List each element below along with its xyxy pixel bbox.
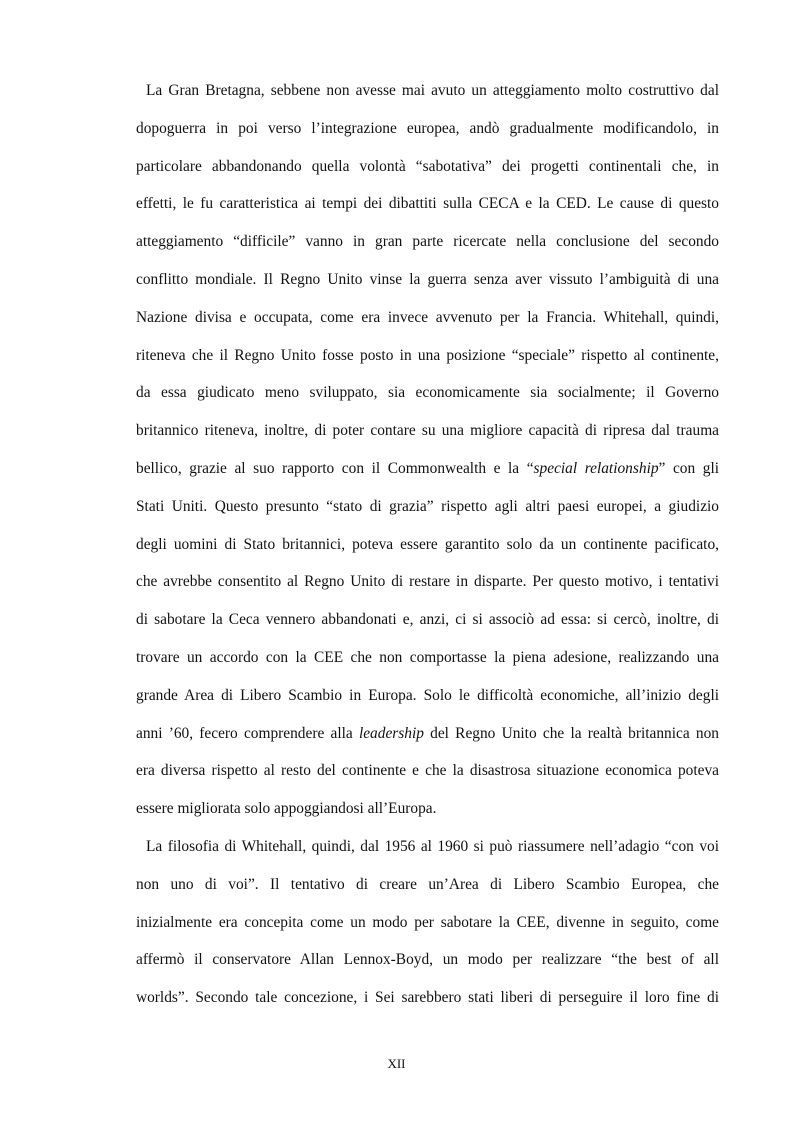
text-line: affermò il conservatore Allan Lennox-Boyd, un modo per realizzare “the best of all bbox=[136, 951, 719, 969]
text-line: non uno di voi”. Il tentativo di creare un’Area di Libero Scambio Europea, che bbox=[136, 875, 719, 893]
text-line: Stati Uniti. Questo presunto “stato di grazia” rispetto agli altri paesi europei, a giudizio bbox=[136, 497, 719, 515]
text-line: atteggiamento “difficile” vanno in gran parte ricercate nella conclusione del secondo bbox=[136, 233, 719, 251]
text-line: riteneva che il Regno Unito fosse posto in una posizione “speciale” rispetto al continente, bbox=[136, 346, 719, 364]
text-line-with-italic bbox=[136, 715, 719, 753]
text-line: effetti, le fu caratteristica ai tempi dei dibattiti sulla CECA e la CED. Le cause di questo bbox=[136, 195, 719, 213]
text-line-with-italic bbox=[136, 450, 719, 488]
text-line: dopoguerra in poi verso l’integrazione europea, andò gradualmente modificandolo, in bbox=[136, 119, 719, 137]
text-run: del Regno Unito che la realtà britannica non bbox=[423, 724, 719, 742]
text-line: Nazione divisa e occupata, come era invece avvenuto per la Francia. Whitehall, quindi, bbox=[136, 308, 719, 326]
text-line: trovare un accordo con la CEE che non comportasse la piena adesione, realizzando una bbox=[136, 648, 719, 666]
text-line: di sabotare la Ceca vennero abbandonati e, anzi, ci si associò ad essa: si cercò, inoltre, di bbox=[136, 611, 719, 629]
document-page bbox=[136, 72, 719, 1017]
text-line: era diversa rispetto al resto del continente e che la disastrosa situazione economica poteva bbox=[136, 762, 719, 780]
paragraph-1 bbox=[136, 72, 719, 828]
text-run: bellico, grazie al suo rapporto con il Commonwealth e la “ bbox=[136, 459, 534, 477]
text-line: essere migliorata solo appoggiandosi all’Europa. bbox=[136, 800, 437, 818]
text-line: degli uomini di Stato britannici, poteva essere garantito solo da un continente pacificato, bbox=[136, 535, 719, 553]
text-run: anni ’60, fecero comprendere alla bbox=[136, 724, 359, 742]
text-line: inizialmente era concepita come un modo per sabotare la CEE, divenne in seguito, come bbox=[136, 913, 719, 931]
text-line: worlds”. Secondo tale concezione, i Sei sarebbero stati liberi di perseguire il loro fine di bbox=[136, 989, 719, 1007]
text-line: La Gran Bretagna, sebbene non avesse mai avuto un atteggiamento molto costruttivo dal bbox=[146, 82, 719, 99]
text-run: ” con gli bbox=[658, 459, 719, 477]
text-line: da essa giudicato meno sviluppato, sia economicamente sia socialmente; il Governo bbox=[136, 384, 719, 402]
paragraph-2 bbox=[136, 828, 719, 1017]
page-number: XII bbox=[387, 1056, 406, 1071]
italic-phrase: leadership bbox=[358, 724, 424, 742]
text-line: La filosofia di Whitehall, quindi, dal 1956 al 1960 si può riassumere nell’adagio “con voi bbox=[146, 837, 719, 855]
text-line: che avrebbe consentito al Regno Unito di restare in disparte. Per questo motivo, i tentativi bbox=[136, 573, 719, 591]
text-line: britannico riteneva, inoltre, di poter contare su una migliore capacità di ripresa dal trauma bbox=[136, 422, 719, 440]
italic-phrase: special relationship bbox=[533, 459, 659, 477]
text-line: particolare abbandonando quella volontà “sabotativa” dei progetti continentali che, in bbox=[136, 157, 719, 175]
text-line: grande Area di Libero Scambio in Europa. Solo le difficoltà economiche, all’inizio degli bbox=[136, 686, 719, 704]
text-line: conflitto mondiale. Il Regno Unito vinse la guerra senza aver vissuto l’ambiguità di una bbox=[136, 270, 719, 288]
